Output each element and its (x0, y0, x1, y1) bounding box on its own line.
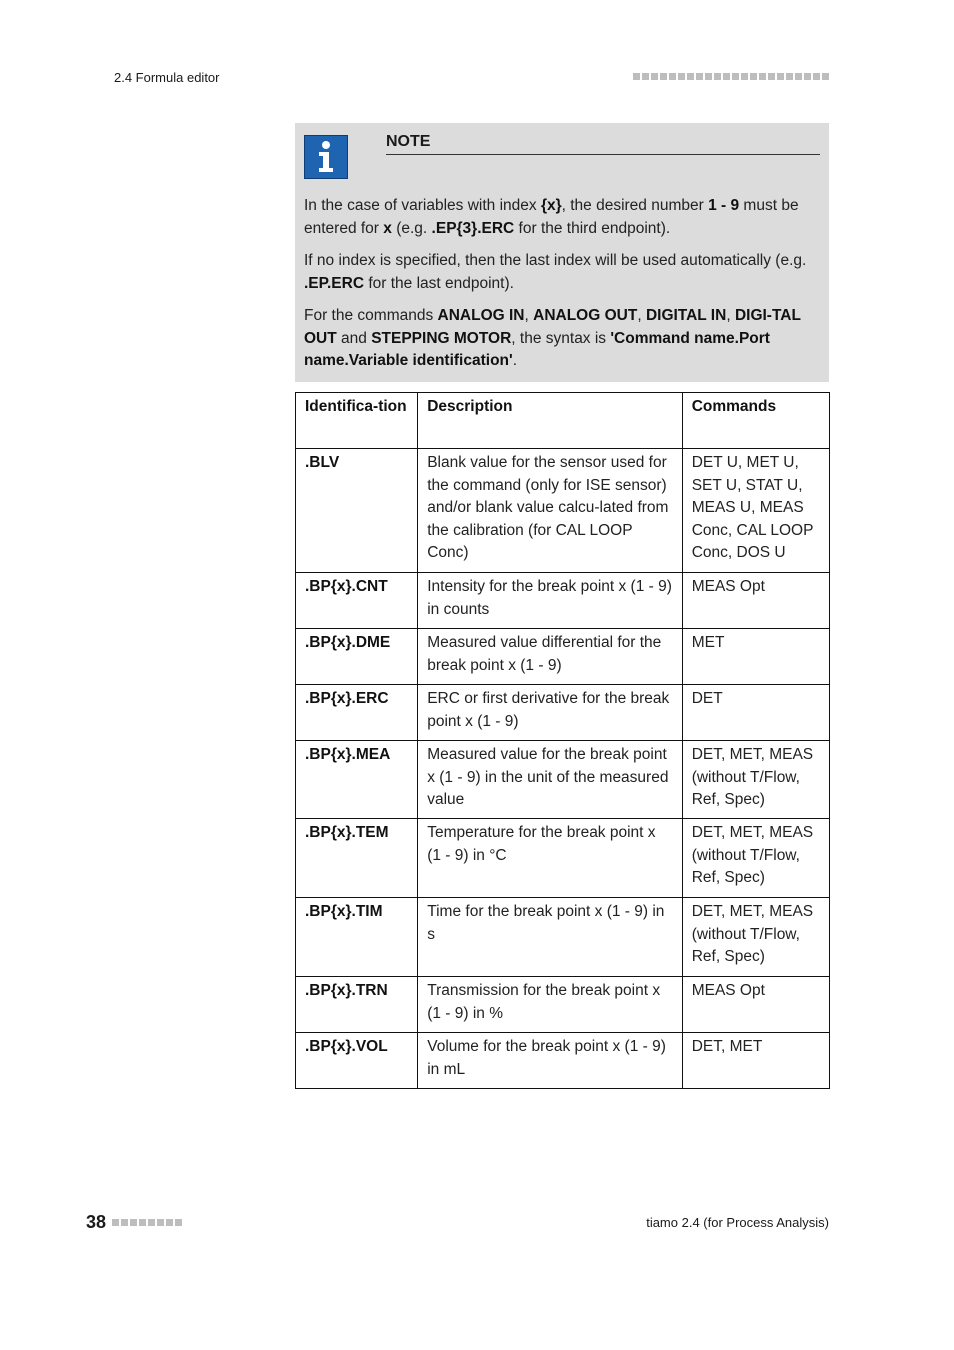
header-commands: Commands (682, 393, 829, 449)
note-box (295, 123, 829, 382)
cell-commands: DET U, MET U, SET U, STAT U, MEAS U, MEAS Conc, CAL LOOP Conc, DOS U (682, 449, 829, 573)
variables-table (295, 392, 830, 1089)
table-header-row (296, 393, 830, 449)
running-header-section: 2.4 Formula editor (114, 70, 220, 85)
cell-commands: MET (682, 629, 829, 685)
table-row (296, 819, 830, 898)
info-icon (304, 135, 348, 179)
cell-identification: .BP{x}.TEM (296, 819, 418, 898)
note-paragraph-1: In the case of variables with index {x}, the desired number 1 - 9 must be entered for x (e.g. .EP{3}.ERC for the third endpoint). (304, 197, 799, 237)
cell-commands: MEAS Opt (682, 977, 829, 1033)
note-paragraph-2: If no index is specified, then the last index will be used automatically (e.g. .EP.ERC for the last endpoint). (304, 252, 807, 292)
page-number (86, 1212, 182, 1233)
table-row (296, 573, 830, 629)
cell-description: Measured value differential for the break point x (1 - 9) (418, 629, 682, 685)
cell-description: ERC or first derivative for the break point x (1 - 9) (418, 685, 682, 741)
header-description: Description (418, 393, 682, 449)
table-row (296, 1033, 830, 1089)
cell-commands: DET, MET, MEAS (without T/Flow, Ref, Spec) (682, 898, 829, 977)
cell-commands: DET, MET, MEAS (without T/Flow, Ref, Spec) (682, 741, 829, 819)
cell-commands: MEAS Opt (682, 573, 829, 629)
cell-description: Intensity for the break point x (1 - 9) in counts (418, 573, 682, 629)
cell-identification: .BP{x}.MEA (296, 741, 418, 819)
cell-description: Blank value for the sensor used for the command (only for ISE sensor) and/or blank value calcu-lated from the calibration (for CAL LOOP Conc) (418, 449, 682, 573)
table-row (296, 629, 830, 685)
footer-decoration (112, 1219, 182, 1226)
cell-identification: .BP{x}.TIM (296, 898, 418, 977)
table-row (296, 898, 830, 977)
table-row (296, 977, 830, 1033)
cell-description: Time for the break point x (1 - 9) in s (418, 898, 682, 977)
cell-description: Measured value for the break point x (1 - 9) in the unit of the measured value (418, 741, 682, 819)
note-title: NOTE (386, 133, 820, 155)
cell-commands: DET (682, 685, 829, 741)
cell-description: Volume for the break point x (1 - 9) in mL (418, 1033, 682, 1089)
table-row (296, 741, 830, 819)
cell-commands: DET, MET (682, 1033, 829, 1089)
cell-identification: .BP{x}.CNT (296, 573, 418, 629)
cell-commands: DET, MET, MEAS (without T/Flow, Ref, Spec) (682, 819, 829, 898)
table-body (296, 449, 830, 1089)
cell-identification: .BP{x}.VOL (296, 1033, 418, 1089)
header-decoration (633, 73, 829, 80)
cell-identification: .BP{x}.ERC (296, 685, 418, 741)
note-paragraph-3: For the commands ANALOG IN, ANALOG OUT, DIGITAL IN, DIGI-TAL OUT and STEPPING MOTOR, the syntax is 'Command name.Port name.Variable identification'. (304, 307, 801, 369)
cell-identification: .BLV (296, 449, 418, 573)
table-row (296, 685, 830, 741)
running-footer-product: tiamo 2.4 (for Process Analysis) (646, 1215, 829, 1230)
header-identification: Identifica-tion (296, 393, 418, 449)
cell-description: Transmission for the break point x (1 - 9) in % (418, 977, 682, 1033)
cell-identification: .BP{x}.TRN (296, 977, 418, 1033)
page-number-text: 38 (86, 1212, 107, 1232)
cell-description: Temperature for the break point x (1 - 9) in °C (418, 819, 682, 898)
table-row (296, 449, 830, 573)
cell-identification: .BP{x}.DME (296, 629, 418, 685)
note-body (304, 195, 816, 383)
